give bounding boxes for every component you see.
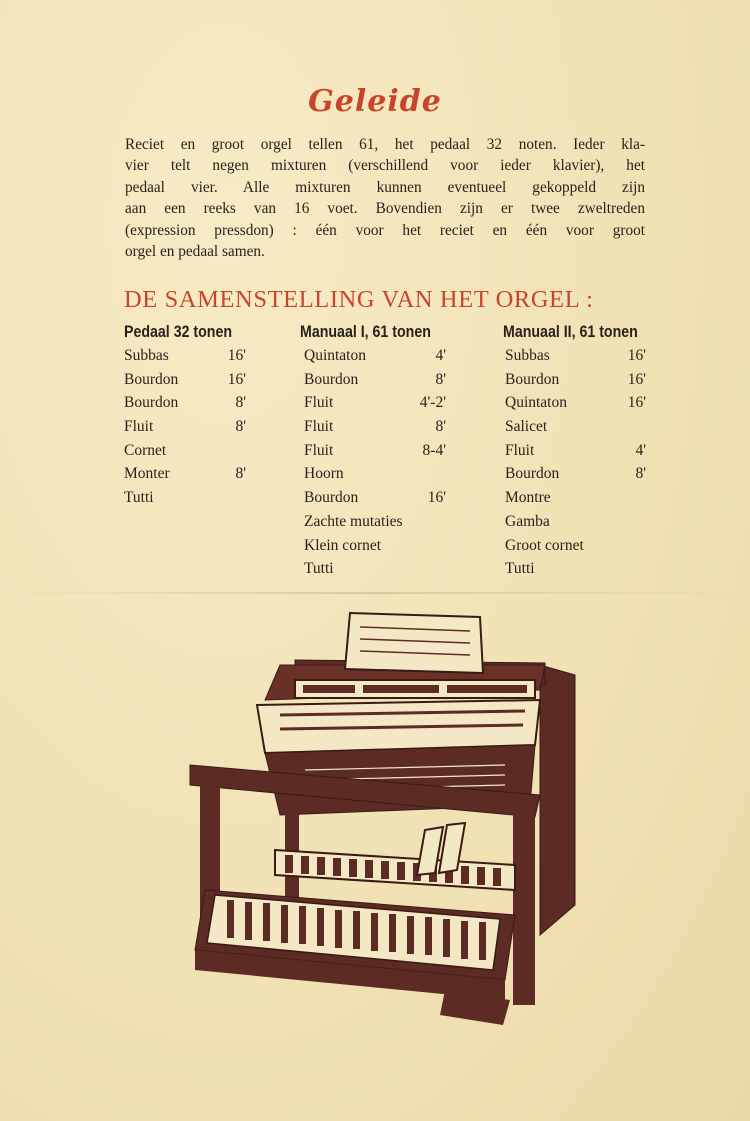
stop-size: 4'	[435, 347, 446, 364]
stop-row	[124, 415, 246, 439]
stop-row	[503, 486, 646, 510]
stop-list-manuaal-2	[503, 320, 646, 581]
stop-name: Cornet	[124, 441, 167, 459]
stop-row	[503, 534, 646, 558]
intro-paragraph	[125, 134, 645, 262]
stop-name: Tutti	[505, 560, 535, 578]
stop-row	[300, 391, 446, 415]
stop-row	[300, 534, 446, 558]
page-title: Geleide	[308, 84, 442, 119]
stop-row	[300, 344, 446, 368]
stop-name: Subbas	[505, 347, 550, 364]
stop-size: 16'	[427, 489, 446, 507]
stop-row	[300, 415, 446, 439]
stop-name: Bourdon	[505, 465, 560, 483]
stop-name: Subbas	[124, 347, 169, 364]
stop-name: Fluit	[124, 418, 154, 436]
stop-size: 16'	[227, 370, 246, 388]
stop-row	[124, 439, 246, 463]
stop-row	[300, 557, 446, 581]
stop-list-pedaal	[124, 320, 246, 510]
stop-name: Hoorn	[304, 465, 344, 483]
stop-row	[300, 368, 446, 392]
section-title: DE SAMENSTELLING VAN HET ORGEL :	[124, 286, 594, 313]
stop-name: Groot cornet	[505, 536, 584, 554]
paper-fold-line	[0, 592, 750, 594]
stop-name: Salicet	[505, 418, 548, 436]
intro-line: aan een reeks van 16 voet. Bovendien zijn er twee zweltreden	[125, 200, 645, 218]
stop-name: Monter	[124, 465, 170, 483]
intro-line: vier telt negen mixturen (verschillend voor ieder klavier), het	[125, 157, 645, 175]
stop-row	[503, 391, 646, 415]
organ-illustration	[185, 605, 585, 1030]
stop-name: Fluit	[505, 441, 535, 459]
stop-row	[300, 439, 446, 463]
stop-row	[503, 415, 646, 439]
stop-name: Bourdon	[304, 370, 359, 388]
stop-size: 4'	[635, 441, 646, 459]
stop-name: Bourdon	[124, 370, 179, 388]
stop-row	[124, 486, 246, 510]
stop-row	[503, 344, 646, 368]
stop-size: 8'	[435, 418, 446, 436]
stop-size: 8'	[235, 465, 246, 483]
stop-size: 8'	[435, 370, 446, 388]
stop-size: 8-4'	[422, 441, 446, 459]
stop-name: Montre	[505, 489, 551, 507]
stop-name: Fluit	[304, 441, 334, 459]
column-header: Manuaal I, 61 tonen	[300, 323, 431, 341]
stop-size: 8'	[635, 465, 646, 483]
stop-name: Quintaton	[505, 394, 567, 412]
stop-row	[124, 391, 246, 415]
stop-name: Zachte mutaties	[304, 512, 403, 530]
stop-row	[300, 510, 446, 534]
stop-name: Bourdon	[505, 370, 560, 388]
stop-row	[503, 510, 646, 534]
stop-name: Gamba	[505, 512, 550, 530]
intro-line: orgel en pedaal samen.	[125, 243, 265, 261]
stop-name: Quintaton	[304, 347, 366, 364]
stop-row	[124, 368, 246, 392]
column-header: Manuaal II, 61 tonen	[503, 323, 638, 341]
stop-name: Tutti	[304, 560, 334, 578]
stop-row	[503, 368, 646, 392]
stop-size: 16'	[627, 394, 646, 412]
intro-line: (expression pressdon) : één voor het reciet en één voor groot	[125, 221, 645, 239]
stop-size: 8'	[235, 418, 246, 436]
stop-name: Fluit	[304, 418, 334, 436]
stop-name: Fluit	[304, 394, 334, 412]
stop-row	[300, 486, 446, 510]
stop-size: 16'	[227, 347, 246, 364]
stop-name: Bourdon	[124, 394, 179, 412]
stop-name: Klein cornet	[304, 536, 382, 554]
stop-row	[300, 462, 446, 486]
stop-row	[124, 344, 246, 368]
stop-size: 8'	[235, 394, 246, 412]
intro-line: pedaal vier. Alle mixturen kunnen eventueel gekoppeld zijn	[125, 178, 645, 196]
stop-list-manuaal-1	[300, 320, 446, 581]
stop-row	[503, 439, 646, 463]
stop-name: Bourdon	[304, 489, 359, 507]
stop-row	[503, 462, 646, 486]
stop-name: Tutti	[124, 489, 154, 507]
stop-row	[503, 557, 646, 581]
column-header: Pedaal 32 tonen	[124, 323, 233, 341]
stop-size: 16'	[627, 370, 646, 388]
stop-row	[124, 462, 246, 486]
stop-size: 4'-2'	[419, 394, 446, 412]
stop-size: 16'	[627, 347, 646, 364]
intro-line: Reciet en groot orgel tellen 61, het pedaal 32 noten. Ieder kla-	[125, 136, 645, 153]
